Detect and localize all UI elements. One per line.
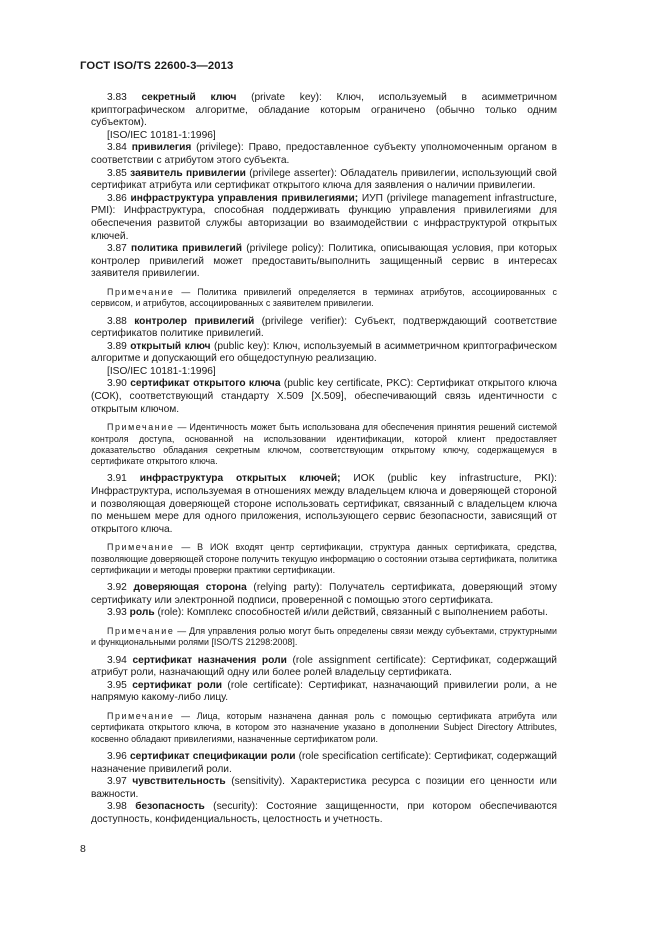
definition-entry <box>91 316 557 341</box>
note-label: Примечание <box>107 711 175 722</box>
entry-note <box>91 287 557 310</box>
definition-entry <box>91 607 557 620</box>
document-body <box>91 92 557 827</box>
entry-body: (public key certificate, PKC): Сертификат открытого ключа (СОК), соответствующий стандарту X.509 [X.509], обеспечивающий связь идентичности с открытым ключом. <box>91 378 557 415</box>
entry-body: (role certificate): Сертификат, назначающий привилегии роли, а не напрямую какому-либо лицу. <box>91 679 557 704</box>
definition-entry <box>91 473 557 536</box>
entry-number: 3.89 <box>107 340 127 352</box>
definition-entry <box>91 243 557 281</box>
entry-number: 3.83 <box>107 92 127 103</box>
entry-body: (privilege verifier): Субъект, подтверждающий соответствие сертификатов политике привилегий. <box>91 315 557 340</box>
entry-number: 3.84 <box>107 142 127 154</box>
entry-number: 3.91 <box>107 473 127 485</box>
entry-term: сертификат спецификации роли <box>129 750 296 762</box>
note-label: Примечание <box>107 422 175 433</box>
entry-number: 3.87 <box>107 243 127 255</box>
entry-number: 3.85 <box>107 167 127 179</box>
definition-entry <box>91 341 557 366</box>
entry-body: (role specification certificate): Сертификат, содержащий назначение привилегий роли. <box>91 750 557 775</box>
definition-entry <box>91 92 557 130</box>
entry-term: сертификат роли <box>132 679 223 691</box>
entry-term: секретный ключ <box>141 92 237 103</box>
definition-entry <box>91 582 557 607</box>
entry-term: привилегия <box>131 142 192 154</box>
entry-term: политика привилегий <box>131 243 243 255</box>
entry-term: сертификат открытого ключа <box>130 378 281 390</box>
document-header: ГОСТ ISO/TS 22600-3—2013 <box>80 60 234 72</box>
entry-body: (security): Состояние защищенности, при котором обеспечиваются доступность, конфиденциальность, целостность и учетность. <box>91 801 557 825</box>
entry-body: (private key): Ключ, используемый в асимметричном криптографическом алгоритме, обладание которым ограничено (обычно только одним субъектом). <box>91 92 557 129</box>
definition-entry <box>91 801 557 826</box>
definition-entry <box>91 776 557 801</box>
note-text: — Лица, которым назначена данная роль с помощью сертификата атрибута или сертификата открытого ключа, в котором это назначение указано в дополнении Subject Directory Attributes, косвенно обладают привилегиями, назначенные сертификатом роли. <box>91 711 557 744</box>
page-number: 8 <box>80 843 86 855</box>
entry-note <box>91 626 557 649</box>
entry-body: (privilege policy): Политика, описывающая условия, при которых контролер привилегий может предоставить/выполнить защищенный сервис в интересах заявителя привилегии. <box>91 243 557 280</box>
entry-term: контролер привилегий <box>134 315 255 327</box>
entry-body: (role): Комплекс способностей и/или действий, связанный с выполнением работы. <box>154 607 548 619</box>
note-text: — Для управления ролью могут быть определены связи между субъектами, структурными и функциональными ролями [ISO/TS 21298:2008]. <box>91 626 557 648</box>
entry-number: 3.92 <box>107 582 127 594</box>
entry-standard-reference: [ISO/IEC 10181-1:1996] <box>107 365 216 377</box>
entry-term: заявитель привилегии <box>130 167 246 179</box>
entry-number: 3.96 <box>107 750 127 762</box>
entry-note <box>91 711 557 745</box>
entry-body: (privilege asserter): Обладатель привилегии, использующий свой сертификат атрибута или сертификат открытого ключа для заявления о наличии привилегии. <box>91 167 557 192</box>
entry-term: доверяющая сторона <box>133 582 247 594</box>
entry-number: 3.88 <box>107 315 127 327</box>
entry-term: инфраструктура открытых ключей; <box>139 473 341 485</box>
entry-note <box>91 422 557 467</box>
definition-entry <box>91 142 557 167</box>
entry-body: (sensitivity). Характеристика ресурса с позиции его ценности или важности. <box>91 776 557 800</box>
entry-body: (relying party): Получатель сертификата, доверяющий этому сертификату или электронной подписи, проверенной с помощью этого сертификата. <box>91 582 557 606</box>
definition-entry <box>91 680 557 705</box>
entry-number: 3.86 <box>107 192 127 204</box>
entry-number: 3.95 <box>107 679 127 691</box>
entry-body: (privilege): Право, предоставленное субъекту уполномоченным органом в соответствии с атрибутом этого субъекта. <box>91 142 557 166</box>
entry-number: 3.94 <box>107 654 127 666</box>
entry-term: безопасность <box>135 801 205 813</box>
entry-term: инфраструктура управления привилегиями; <box>130 192 359 204</box>
definition-entry <box>91 751 557 776</box>
definition-entry <box>91 378 557 416</box>
entry-term: открытый ключ <box>130 340 211 352</box>
note-text: — В ИОК входят центр сертификации, структура данных сертификата, средства, позволяющие доверяющей стороне получить текущую информацию о состоянии отзыва сертификата, политика сертификации и методы проверки практики сертификации. <box>91 542 557 575</box>
entry-body: (role assignment certificate): Сертификат, содержащий атрибут роли, назначающий одну или более ролей владельцу сертификата. <box>91 654 557 679</box>
note-label: Примечание <box>107 286 175 297</box>
entry-standard-reference: [ISO/IEC 10181-1:1996] <box>107 129 216 141</box>
definition-entry <box>91 168 557 193</box>
entry-number: 3.90 <box>107 378 127 390</box>
entry-number: 3.98 <box>107 801 127 813</box>
entry-number: 3.93 <box>107 607 127 619</box>
entry-term: роль <box>129 607 155 619</box>
note-label: Примечание <box>107 626 175 637</box>
entry-term: чувствительность <box>132 776 226 788</box>
definition-entry <box>91 193 557 243</box>
note-text: — Идентичность может быть использована для обеспечения принятия решений системой контроля доступа, основанной на использовании идентификации, которой клиент предоставляет доказательство обладания секретным ключом, соответствующим открытому ключу, содержащемуся в сертификате открытого ключа. <box>91 422 557 467</box>
entry-term: сертификат назначения роли <box>132 654 287 666</box>
entry-number: 3.97 <box>107 776 127 788</box>
entry-note <box>91 542 557 576</box>
entry-body: (public key): Ключ, используемый в асимметричном криптографическом алгоритме и допускающий его общедоступную реализацию. <box>91 340 557 365</box>
definition-entry <box>91 655 557 680</box>
entry-body: ИОК (public key infrastructure, PKI): Инфраструктура, используемая в отношениях между владельцем ключа и доверяющей стороной и позволяющая доверяющей стороне использовать сертификат, связанный с владельцем ключа по меньшем мере для одного приложения, использующего сервис безопасности, зависящий от открытого ключа. <box>91 473 557 535</box>
entry-body: ИУП (privilege management infrastructure, PMI): Инфраструктура, способная поддерживать функцию управления привилегиями для обеспечения развитой службы авторизации во взаимодействии с инфраструктурой открытых ключей. <box>91 192 557 242</box>
note-label: Примечание <box>107 542 175 553</box>
note-text: — Политика привилегий определяется в терминах атрибутов, ассоциированных с сервисом, и атрибутов, ассоциированных с заявителем привилегии. <box>91 286 557 309</box>
